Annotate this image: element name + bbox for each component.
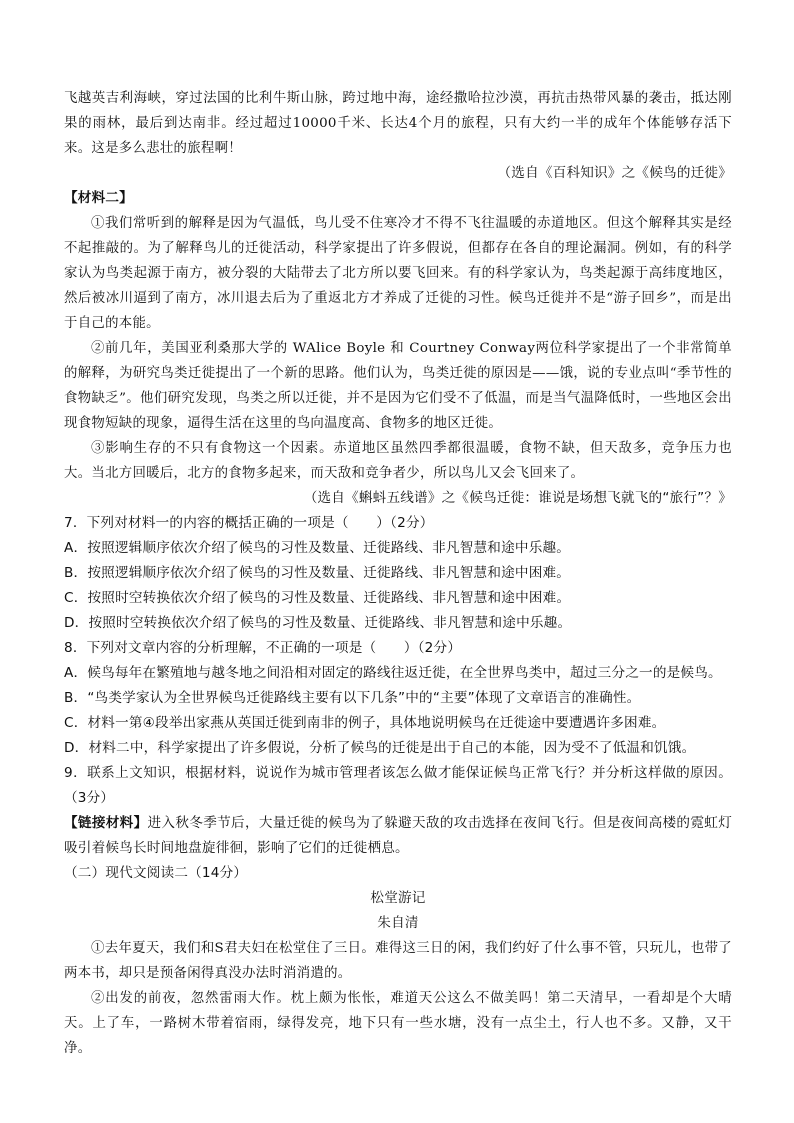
link-material-label: 【链接材料】 bbox=[64, 815, 148, 831]
material2-paragraph-1: ①我们常听到的解释是因为气温低，鸟儿受不住寒冷才不得不飞往温暖的赤道地区。但这个解释其实是经不起推敲的。为了解释鸟儿的迁徙活动，科学家提出了许多假说，但都存在各自的理论漏洞。例如，有的科学家认为鸟类起源于南方，被分裂的大陆带去了北方所以要飞回来。有的科学家认为，鸟类起源于高纬度地区，然后被冰川逼到了南方，冰川退去后为了重返北方才养成了迁徙的习性。候鸟迁徙并不是“游子回乡”，而是出于自己的本能。 bbox=[64, 216, 732, 331]
material2-paragraph-2: ②前几年，美国亚利桑那大学的 WAlice Boyle 和 Courtney Conway两位科学家提出了一个非常简单的解释，为研究鸟类迁徙提出了一个新的思路。他们认为，鸟类迁徙的原因是——饿，说的专业点叫“季节性的食物缺乏”。他们研究发现，鸟类之所以迁徙，并不是因为它们受不了低温，而是当气温降低时，一些地区会出现食物短缺的现象，逼得生活在这里的鸟向温度高、食物多的地区迁徙。 bbox=[64, 341, 732, 431]
material2-paragraph-3: ③影响生存的不只有食物这一个因素。赤道地区虽然四季都很温暖，食物不缺，但天敌多，竞争压力也大。当北方回暖后，北方的食物多起来，而天敌和竞争者少，所以鸟儿又会飞回来了。 bbox=[64, 441, 732, 481]
material2-heading: 【材料二】 bbox=[64, 190, 133, 206]
link-material-text: 进入秋冬季节后，大量迁徙的候鸟为了躲避天敌的攻击选择在夜间飞行。但是夜间高楼的霓虹灯吸引着候鸟长时间地盘旋徘徊，影响了它们的迁徙栖息。 bbox=[64, 815, 732, 856]
material2-source: （选自《蝌蚪五线谱》之《候鸟迁徙：谁说是场想飞就飞的“旅行”？》 bbox=[303, 490, 732, 506]
question-8-option-a: A．候鸟每年在繁殖地与越冬地之间沿相对固定的路线往返迁徙，在全世界鸟类中，超过三分之一的是候鸟。 bbox=[64, 665, 722, 681]
question-9-stem: 9．联系上文知识，根据材料，说说作为城市管理者该怎么做才能保证候鸟正常飞行？并分析这样做的原因。（3分） bbox=[64, 765, 732, 806]
question-7-stem: 7．下列对材料一的内容的概括正确的一项是（ ）（2分） bbox=[64, 515, 434, 531]
question-7-option-d: D．按照时空转换依次介绍了候鸟的习性及数量、迁徙路线、非凡智慧和途中乐趣。 bbox=[64, 615, 572, 631]
section-2-heading: （二）现代文阅读二（14分） bbox=[64, 865, 248, 881]
question-8-option-d: D．材料二中，科学家提出了许多假说，分析了候鸟的迁徙是出于自己的本能，因为受不了低温和饥饿。 bbox=[64, 740, 696, 756]
link-material bbox=[64, 811, 732, 861]
question-7-option-a: A．按照逻辑顺序依次介绍了候鸟的习性及数量、迁徙路线、非凡智慧和途中乐趣。 bbox=[64, 540, 571, 556]
essay-author: 朱自清 bbox=[377, 915, 419, 931]
essay-paragraph-2: ②出发的前夜，忽然雷雨大作。枕上颇为怅怅，难道天公这么不做美吗！第二天清早，一看却是个大晴天。上了车，一路树木带着宿雨，绿得发亮，地下只有一些水塘，没有一点尘土，行人也不多。又静，又干净。 bbox=[64, 991, 732, 1056]
question-7-option-b: B．按照逻辑顺序依次介绍了候鸟的习性及数量、迁徙路线、非凡智慧和途中困难。 bbox=[64, 565, 571, 581]
essay-paragraph-1: ①去年夏天，我们和S君夫妇在松堂住了三日。难得这三日的闲，我们约好了什么事不管，只玩儿，也带了两本书，却只是预备闲得真没办法时消消遣的。 bbox=[64, 941, 732, 981]
material1-source: （选自《百科知识》之《候鸟的迁徙》 bbox=[497, 165, 732, 181]
question-8-option-c: C．材料一第④段举出家燕从英国迁徙到南非的例子，具体地说明候鸟在迁徙途中要遭遇许多困难。 bbox=[64, 715, 666, 731]
question-7-option-c: C．按照时空转换依次介绍了候鸟的习性及数量、迁徙路线、非凡智慧和途中困难。 bbox=[64, 590, 571, 606]
question-8-option-b: B．“鸟类学家认为全世界候鸟迁徙路线主要有以下几条”中的“主要”体现了文章语言的准确性。 bbox=[64, 690, 641, 706]
material1-tail-paragraph: 飞越英吉利海峡，穿过法国的比利牛斯山脉，跨过地中海，途经撒哈拉沙漠，再抗击热带风暴的袭击，抵达刚果的雨林，最后到达南非。经过超过10000千米、长达4个月的旅程，只有大约一半的成年个体能够存活下来。这是多么悲壮的旅程啊！ bbox=[64, 91, 732, 156]
essay-title: 松堂游记 bbox=[370, 890, 426, 906]
question-8-stem: 8．下列对文章内容的分析理解，不正确的一项是（ ）（2分） bbox=[64, 640, 462, 656]
